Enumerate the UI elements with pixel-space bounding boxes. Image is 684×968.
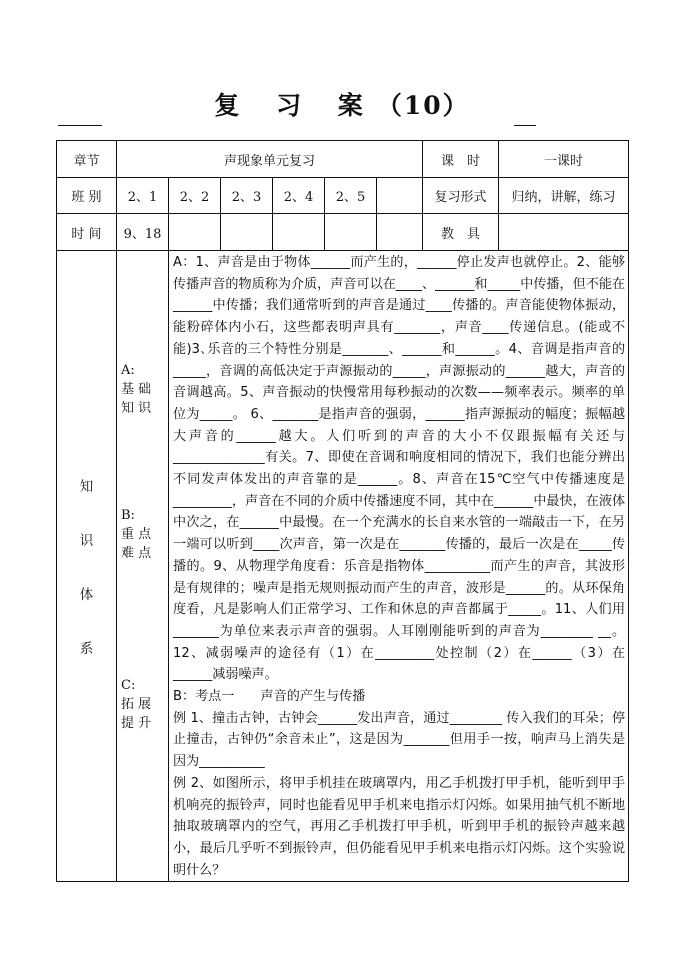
review-table xyxy=(56,140,629,882)
chapter-label: 章节 xyxy=(57,141,117,178)
section-char: 知 xyxy=(79,479,94,496)
row-class xyxy=(57,178,629,214)
time-value: 9、18 xyxy=(117,214,169,251)
paragraph-keypoint: B：考点一 声音的产生与传播 xyxy=(173,689,366,705)
class-cell xyxy=(377,178,423,214)
title-rule-right xyxy=(514,125,536,126)
empty-cell xyxy=(169,214,221,251)
empty-cell xyxy=(221,214,273,251)
category-b-line2: 难 点 xyxy=(121,546,152,561)
category-c xyxy=(117,563,168,733)
class-cell: 2、2 xyxy=(169,178,221,214)
category-column xyxy=(117,251,169,882)
section-char: 系 xyxy=(79,641,94,658)
row-time xyxy=(57,214,629,251)
row-chapter xyxy=(57,141,629,178)
lesson-label: 课 时 xyxy=(423,141,499,178)
category-c-line1: 拓 展 xyxy=(121,697,152,712)
class-cell: 2、1 xyxy=(117,178,169,214)
paragraph-basic: A：1、声音是由于物体______而产生的，______停止发声也就停止。2、能够传播声音的物质称为介质，声音可以在____、______和_____中传播，但不能在______中传播；我们通常听到的声音是通过____传播的。声音能使物体振动，能粉碎体内小石，这些都表明声具有_______，声音____传递信息。(能或不能)3､乐音的三个特性分别是_______、______和______。4、音调是指声音的_____，音调的高低决定于声源振动的_____，声源振动的______越大，声音的音调越高。5、声音振动的快慢常用每秒振动的次数——频率表示。频率的单位为_____。 6、_______是指声音的强弱，______指声源振动的幅度；振幅越大声音的______越大。人们听到的声音的大小不仅跟振幅有关还与______________有关。7、即使在音调和响度相同的情况下，我们也能分辨出不同发声体发出的声音靠的是______。8、声音在15℃空气中传播速度是_________，声音在不同的介质中传播速度不同，其中在______中最快，在液体中次之，在______中最慢。在一个充满水的长自来水管的一端敲击一下，在另一端可以听到____次声音，第一次是在_______传播的，最后一次是在_____传播的。9、从物理学角度看：乐音是指物体__________而产生的声音，其波形是有规律的；噪声是指无规则振动而产生的声音，波形是______的。从环保角度看，凡是影响人们正常学习、工作和休息的声音都属于_____。11、人们用_______为单位来表示声音的强弱。人耳刚刚能听到的声音为________ __。12、减弱噪声的途径有（1）在_________处控制（2）在______（3）在______减弱噪声。 xyxy=(173,255,626,683)
tools-label: 教 具 xyxy=(423,214,499,251)
tools-value xyxy=(499,214,629,251)
paragraph-example1: 例 1、撞击古钟，古钟会______发出声音，通过________ 传入我们的耳朵；停止撞击，古钟仍“余音未止”，这是因为_______但用手一按，响声马上消失是因为__________ xyxy=(173,710,626,770)
category-a xyxy=(117,251,168,418)
category-c-line2: 提 升 xyxy=(121,716,152,731)
section-label xyxy=(57,251,117,882)
empty-cell xyxy=(377,214,423,251)
page-title xyxy=(0,86,684,122)
section-char: 识 xyxy=(79,533,94,550)
category-a-line1: 基 础 xyxy=(121,382,152,397)
empty-cell xyxy=(325,214,377,251)
paragraph-example2: 例 2、如图所示，将甲手机挂在玻璃罩内，用乙手机拨打甲手机，能听到甲手机响亮的振铃声，同时也能看见甲手机来电指示灯闪烁。如果用抽气机不断地抽取玻璃罩内的空气，再用乙手机拨打甲手机，听到甲手机的振铃声越来越小，最后几乎听不到振铃声，但仍能看见甲手机来电指示灯闪烁。这个实验说明什么？ xyxy=(173,775,626,878)
category-b xyxy=(117,418,168,563)
class-cell: 2、3 xyxy=(221,178,273,214)
class-cell: 2、5 xyxy=(325,178,377,214)
class-label: 班 别 xyxy=(57,178,117,214)
form-value: 归纳，讲解，练习 xyxy=(499,178,629,214)
title-number: （10） xyxy=(376,91,470,120)
title-rule-left xyxy=(58,125,102,126)
form-label: 复习形式 xyxy=(423,178,499,214)
category-b-line1: 重 点 xyxy=(121,527,152,542)
row-content xyxy=(57,251,629,882)
time-label: 时 间 xyxy=(57,214,117,251)
empty-cell xyxy=(273,214,325,251)
class-cell: 2、4 xyxy=(273,178,325,214)
category-b-letter: B: xyxy=(121,508,135,523)
chapter-value: 声现象单元复习 xyxy=(117,141,423,178)
category-c-letter: C: xyxy=(121,678,136,693)
section-char: 体 xyxy=(79,587,94,604)
category-a-line2: 知 识 xyxy=(121,401,152,416)
content-cell xyxy=(169,251,629,882)
lesson-value: 一课时 xyxy=(499,141,629,178)
category-a-letter: A: xyxy=(121,363,135,378)
title-main: 复 习 案 xyxy=(214,91,377,120)
